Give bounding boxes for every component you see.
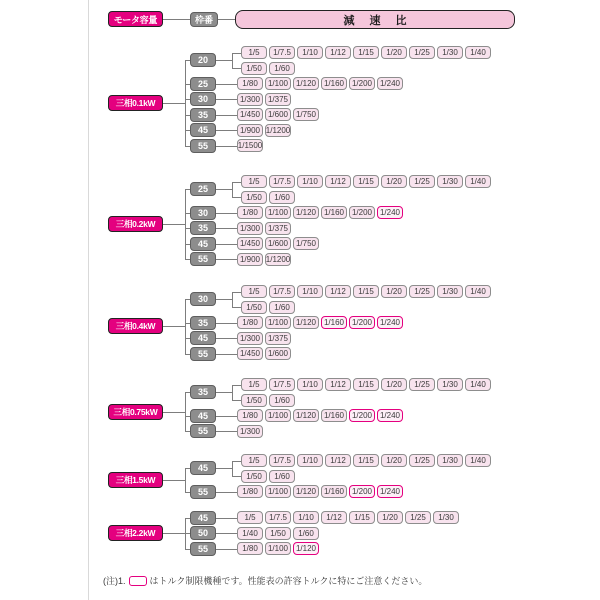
connector-line [216, 115, 237, 116]
ratio-box: 1/15 [353, 454, 379, 467]
ratio-box: 1/25 [409, 175, 435, 188]
ratio-box: 1/600 [265, 108, 291, 121]
ratio-box: 1/30 [437, 285, 463, 298]
ratio-box: 1/100 [265, 316, 291, 329]
connector-line [185, 228, 190, 229]
connector-line [185, 130, 190, 131]
ratio-box: 1/100 [265, 206, 291, 219]
ratio-box-torque-limited: 1/240 [377, 485, 403, 498]
ratio-box: 1/15 [353, 46, 379, 59]
ratio-box: 1/600 [265, 237, 291, 250]
connector-line [216, 468, 232, 469]
motor-capacity-header: モータ容量 [108, 11, 163, 27]
ratio-box: 1/50 [241, 62, 267, 75]
connector-line [185, 189, 186, 259]
connector-line [185, 468, 186, 491]
ratio-box: 1/375 [265, 93, 291, 106]
connector-line [185, 299, 190, 300]
ratio-box: 1/50 [265, 527, 291, 540]
ratio-box: 1/80 [237, 409, 263, 422]
connector-line [216, 60, 232, 61]
connector-line [216, 299, 232, 300]
ratio-box: 1/25 [409, 454, 435, 467]
ratio-box: 1/160 [321, 409, 347, 422]
frame-button: 45 [190, 237, 216, 251]
frame-button: 55 [190, 485, 216, 499]
ratio-box: 1/60 [293, 527, 319, 540]
connector-line [216, 416, 237, 417]
ratio-box: 1/10 [297, 46, 323, 59]
ratio-box: 1/300 [237, 222, 263, 235]
ratio-box: 1/900 [237, 253, 263, 266]
motor-capacity-label: 三相0.2kW [108, 216, 163, 232]
ratio-box: 1/20 [381, 46, 407, 59]
torque-limited-sample-box [129, 576, 147, 586]
ratio-box: 1/20 [381, 378, 407, 391]
frame-button: 30 [190, 206, 216, 220]
connector-line [185, 244, 190, 245]
ratio-box: 1/40 [465, 285, 491, 298]
ratio-box: 1/5 [241, 454, 267, 467]
connector-line [232, 461, 241, 462]
ratio-box: 1/1200 [265, 125, 291, 135]
connector-line [163, 224, 185, 225]
connector-line [232, 476, 241, 477]
ratio-box: 1/100 [265, 542, 291, 555]
ratio-box: 1/60 [269, 470, 295, 483]
ratio-box: 1/200 [349, 206, 375, 219]
connector-line [216, 189, 232, 190]
connector-line [185, 84, 190, 85]
ratio-box: 1/15 [353, 175, 379, 188]
ratio-box: 1/40 [465, 175, 491, 188]
ratio-box-torque-limited: 1/200 [349, 485, 375, 498]
frame-button: 35 [190, 385, 216, 399]
ratio-box: 1/20 [381, 454, 407, 467]
ratio-box: 1/12 [325, 454, 351, 467]
frame-button: 35 [190, 108, 216, 122]
ratio-box: 1/80 [237, 206, 263, 219]
ratio-box-torque-limited: 1/200 [349, 316, 375, 329]
ratio-box: 1/12 [325, 46, 351, 59]
ratio-box: 1/120 [293, 316, 319, 329]
ratio-box: 1/10 [297, 175, 323, 188]
connector-line [216, 518, 237, 519]
ratio-box: 1/10 [293, 511, 319, 524]
ratio-box: 1/40 [237, 527, 263, 540]
connector-line [216, 354, 237, 355]
connector-line [185, 392, 186, 431]
connector-line [185, 115, 190, 116]
ratio-box: 1/80 [237, 485, 263, 498]
ratio-box: 1/7.5 [269, 46, 295, 59]
ratio-box: 1/7.5 [269, 454, 295, 467]
ratio-box: 1/80 [237, 77, 263, 90]
ratio-box: 1/25 [405, 511, 431, 524]
connector-line [163, 19, 190, 20]
ratio-box: 1/450 [237, 237, 263, 250]
frame-button: 45 [190, 511, 216, 525]
frame-button: 30 [190, 92, 216, 106]
ratio-box: 1/30 [437, 46, 463, 59]
ratio-box: 1/30 [433, 511, 459, 524]
connector-line [185, 492, 190, 493]
ratio-box: 1/20 [377, 511, 403, 524]
ratio-box: 1/160 [321, 206, 347, 219]
connector-line [185, 338, 190, 339]
ratio-box: 1/200 [349, 77, 375, 90]
ratio-box: 1/450 [237, 108, 263, 121]
frame-number-header: 枠番 [190, 12, 218, 27]
ratio-box: 1/10 [297, 378, 323, 391]
ratio-box: 1/30 [437, 454, 463, 467]
ratio-box: 1/50 [241, 470, 267, 483]
connector-line [185, 60, 190, 61]
ratio-box: 1/160 [321, 485, 347, 498]
connector-line [232, 307, 241, 308]
connector-line [216, 213, 237, 214]
connector-line [216, 533, 237, 534]
ratio-box: 1/300 [237, 332, 263, 345]
ratio-box: 1/375 [265, 332, 291, 345]
connector-line [185, 431, 190, 432]
connector-line [185, 392, 190, 393]
ratio-box: 1/160 [321, 77, 347, 90]
frame-button: 55 [190, 542, 216, 556]
ratio-box: 1/750 [293, 108, 319, 121]
connector-line [216, 492, 237, 493]
connector-line [163, 412, 185, 413]
ratio-box: 1/1500 [237, 141, 263, 150]
ratio-box: 1/12 [321, 511, 347, 524]
frame-button: 25 [190, 77, 216, 91]
motor-capacity-label: 三相0.4kW [108, 318, 163, 334]
ratio-box: 1/5 [241, 175, 267, 188]
connector-line [216, 549, 237, 550]
ratio-box: 1/100 [265, 77, 291, 90]
connector-line [232, 292, 241, 293]
ratio-box: 1/15 [353, 378, 379, 391]
ratio-box: 1/7.5 [269, 175, 295, 188]
connector-line [216, 431, 237, 432]
connector-line [185, 416, 190, 417]
connector-line [185, 99, 190, 100]
ratio-box: 1/15 [353, 285, 379, 298]
connector-line [232, 182, 233, 198]
frame-button: 20 [190, 53, 216, 67]
frame-button: 30 [190, 292, 216, 306]
reduction-ratio-header: 減 速 比 [235, 10, 515, 29]
connector-line [185, 323, 190, 324]
ratio-box: 1/60 [269, 394, 295, 407]
frame-button: 25 [190, 182, 216, 196]
connector-line [232, 197, 241, 198]
ratio-box: 1/80 [237, 542, 263, 555]
ratio-box: 1/80 [237, 316, 263, 329]
ratio-box: 1/300 [237, 425, 263, 438]
ratio-box: 1/5 [241, 378, 267, 391]
motor-capacity-label: 三相1.5kW [108, 472, 163, 488]
ratio-box: 1/450 [237, 347, 263, 360]
ratio-box: 1/60 [269, 301, 295, 314]
ratio-box: 1/20 [381, 175, 407, 188]
ratio-box: 1/7.5 [265, 511, 291, 524]
connector-line [232, 385, 241, 386]
ratio-box: 1/60 [269, 62, 295, 75]
ratio-box: 1/100 [265, 409, 291, 422]
connector-line [163, 103, 185, 104]
ratio-box: 1/120 [293, 485, 319, 498]
frame-button: 55 [190, 347, 216, 361]
frame-button: 45 [190, 409, 216, 423]
ratio-box: 1/5 [241, 285, 267, 298]
frame-button: 55 [190, 424, 216, 438]
ratio-box-torque-limited: 1/240 [377, 316, 403, 329]
ratio-box: 1/12 [325, 378, 351, 391]
connector-line [232, 53, 241, 54]
ratio-box: 1/15 [349, 511, 375, 524]
connector-line [185, 518, 190, 519]
connector-line [232, 292, 233, 308]
motor-capacity-label: 三相0.1kW [108, 95, 163, 111]
connector-line [163, 480, 185, 481]
ratio-box: 1/375 [265, 222, 291, 235]
ratio-box: 1/120 [293, 409, 319, 422]
connector-line [185, 213, 190, 214]
ratio-box-torque-limited: 1/240 [377, 409, 403, 422]
connector-line [216, 146, 237, 147]
ratio-box: 1/600 [265, 347, 291, 360]
ratio-box: 1/60 [269, 191, 295, 204]
connector-line [232, 68, 241, 69]
ratio-box: 1/120 [293, 206, 319, 219]
connector-line [232, 461, 233, 477]
ratio-box: 1/50 [241, 394, 267, 407]
connector-line [232, 182, 241, 183]
frame-button: 55 [190, 139, 216, 153]
connector-line [216, 84, 237, 85]
connector-line [216, 244, 237, 245]
ratio-box: 1/10 [297, 285, 323, 298]
connector-line [163, 326, 185, 327]
connector-line [185, 189, 190, 190]
ratio-box: 1/750 [293, 237, 319, 250]
frame-button: 35 [190, 221, 216, 235]
connector-line [232, 400, 241, 401]
frame-button: 35 [190, 316, 216, 330]
connector-line [218, 19, 235, 20]
ratio-box: 1/40 [465, 454, 491, 467]
ratio-box: 1/25 [409, 378, 435, 391]
motor-capacity-label: 三相0.75kW [108, 404, 163, 420]
connector-line [232, 385, 233, 401]
ratio-box: 1/50 [241, 191, 267, 204]
connector-line [185, 60, 186, 145]
connector-line [185, 533, 190, 534]
ratio-box: 1/300 [237, 93, 263, 106]
ratio-box: 1/900 [237, 124, 263, 137]
connector-line [216, 228, 237, 229]
connector-line [185, 549, 190, 550]
ratio-box: 1/30 [437, 175, 463, 188]
footnote-text: はトルク制限機種です。性能表の許容トルクに特にご注意ください。 [149, 576, 428, 586]
ratio-box: 1/25 [409, 285, 435, 298]
connector-line [216, 99, 237, 100]
ratio-box: 1/40 [465, 46, 491, 59]
ratio-box: 1/10 [297, 454, 323, 467]
ratio-box: 1/12 [325, 285, 351, 298]
ratio-box: 1/50 [241, 301, 267, 314]
frame-button: 55 [190, 252, 216, 266]
ratio-box: 1/7.5 [269, 378, 295, 391]
connector-line [232, 53, 233, 69]
connector-line [216, 338, 237, 339]
connector-line [216, 130, 237, 131]
ratio-box: 1/5 [241, 46, 267, 59]
footnote [103, 574, 427, 587]
ratio-box: 1/100 [265, 485, 291, 498]
ratio-box: 1/25 [409, 46, 435, 59]
ratio-box-torque-limited: 1/120 [293, 542, 319, 555]
frame-button: 45 [190, 331, 216, 345]
motor-capacity-label: 三相2.2kW [108, 525, 163, 541]
footnote-prefix: (注)1. [103, 576, 126, 586]
frame-button: 45 [190, 461, 216, 475]
ratio-box-torque-limited: 1/200 [349, 409, 375, 422]
connector-line [216, 392, 232, 393]
frame-button: 45 [190, 123, 216, 137]
frame-button: 50 [190, 526, 216, 540]
ratio-box: 1/20 [381, 285, 407, 298]
page-edge-line [88, 0, 89, 600]
connector-line [185, 146, 190, 147]
ratio-box: 1/30 [437, 378, 463, 391]
ratio-box: 1/5 [237, 511, 263, 524]
ratio-box: 1/120 [293, 77, 319, 90]
ratio-box: 1/1200 [265, 254, 291, 264]
ratio-box-torque-limited: 1/160 [321, 316, 347, 329]
connector-line [185, 259, 190, 260]
connector-line [216, 323, 237, 324]
ratio-box-torque-limited: 1/240 [377, 206, 403, 219]
connector-line [185, 299, 186, 353]
connector-line [185, 354, 190, 355]
ratio-box: 1/12 [325, 175, 351, 188]
ratio-box: 1/7.5 [269, 285, 295, 298]
connector-line [216, 259, 237, 260]
ratio-box: 1/40 [465, 378, 491, 391]
connector-line [185, 468, 190, 469]
connector-line [163, 533, 185, 534]
ratio-box: 1/240 [377, 77, 403, 90]
